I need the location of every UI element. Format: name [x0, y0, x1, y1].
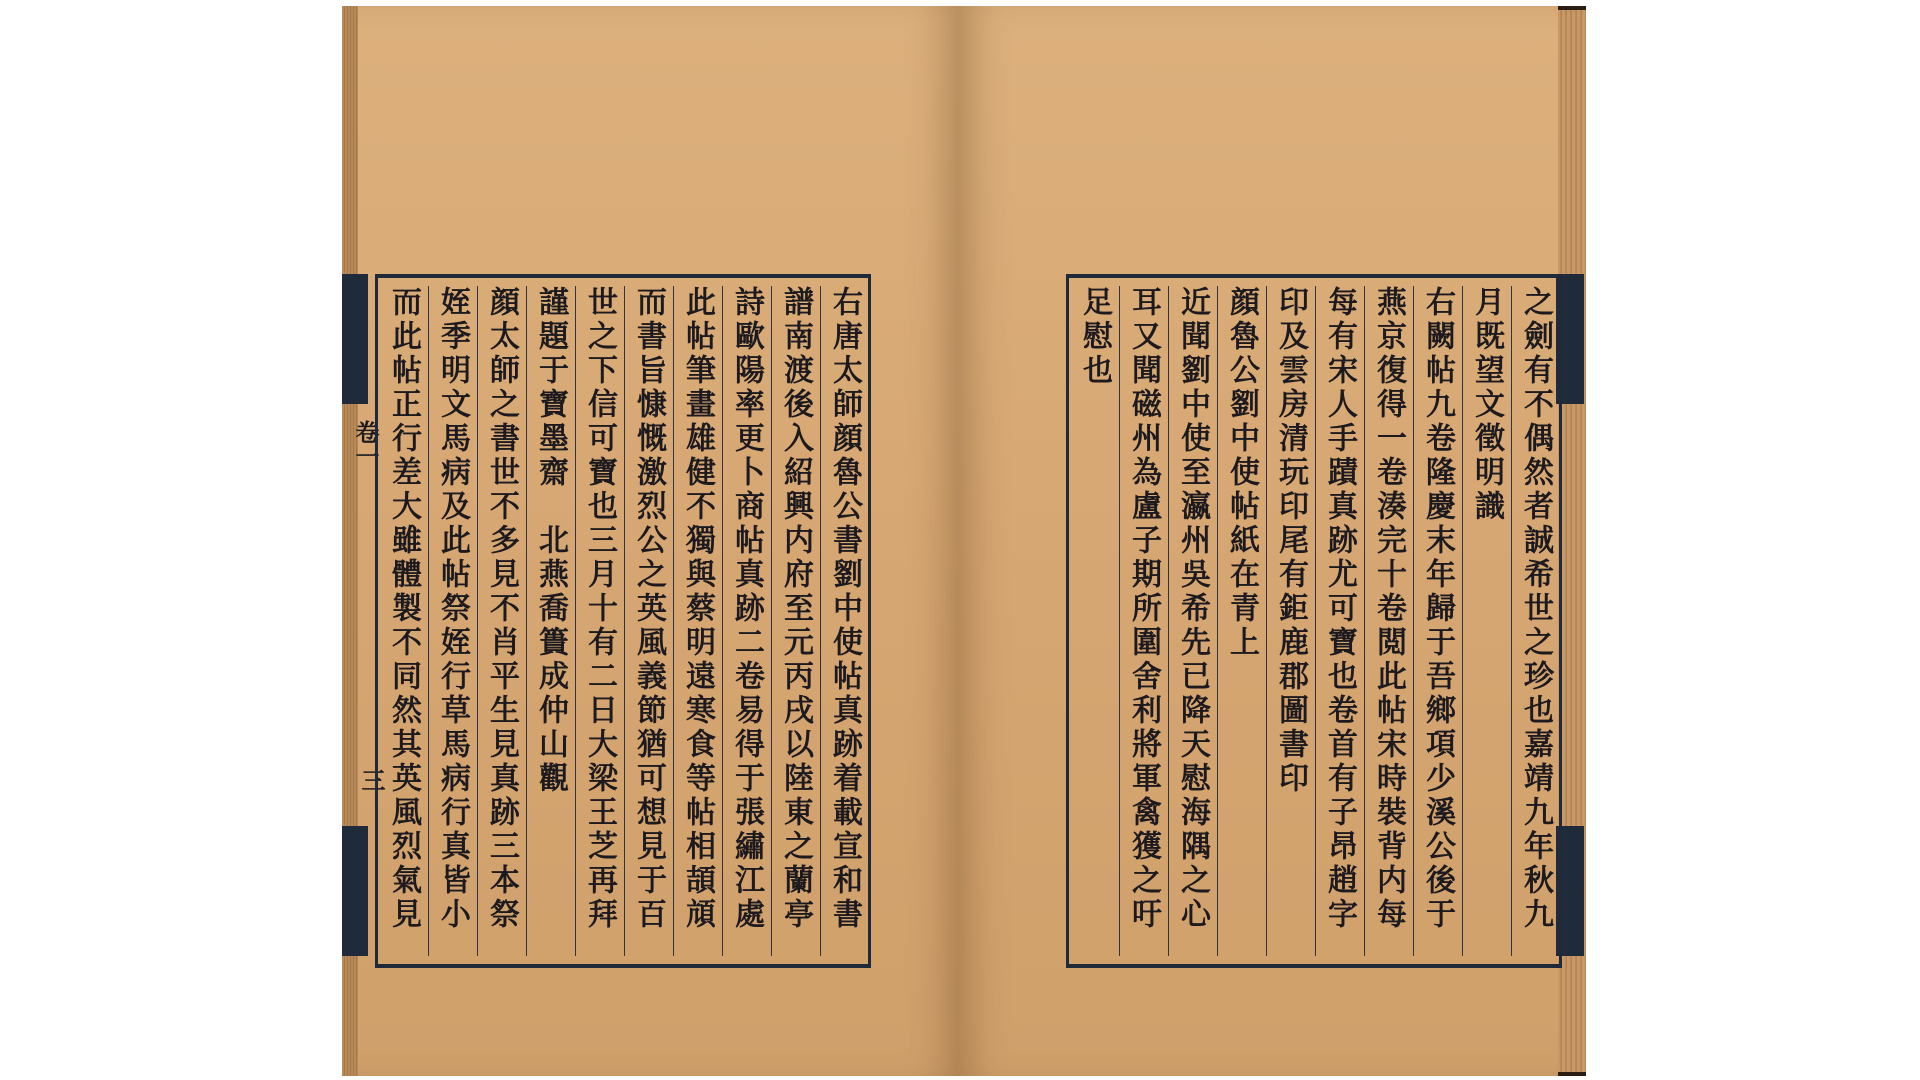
text-column: 詩歐陽率更卜商帖真跡二卷易得于張繡江處: [722, 286, 770, 956]
text-column: 月既望文徵明識: [1462, 286, 1510, 956]
text-column: 顔魯公劉中使帖紙在青上: [1217, 286, 1265, 956]
text-column: 而書旨慷慨激烈公之英風義節猶可想見于百: [624, 286, 672, 956]
text-column: 譜南渡後入紹興内府至元丙戌以陸東之蘭亭: [771, 286, 819, 956]
left-text-frame: [375, 274, 871, 968]
text-column: 右闕帖九卷隆慶末年歸于吾鄉項少溪公後于: [1413, 286, 1461, 956]
text-column: 耳又聞磁州為盧子期所圍舍利將軍禽獲之吁: [1119, 286, 1167, 956]
text-column: 印及雲房清玩印尾有鉅鹿郡圖書印: [1266, 286, 1314, 956]
text-column: 此帖筆畫雄健不獨與蔡明遠寒食等帖相頡頏: [673, 286, 721, 956]
text-column: 而此帖正行差大雖體製不同然其英風烈氣見: [386, 286, 421, 932]
text-column: 足慰也: [1077, 286, 1112, 388]
text-column: 每有宋人手蹟真跡尤可寶也卷首有子昂趙字: [1315, 286, 1363, 956]
text-column: 顔太師之書世不多見不肖平生見真跡三本祭: [477, 286, 525, 956]
volume-label: 卷一: [351, 420, 380, 468]
text-column: 之劍有不偶然者誠希世之珍也嘉靖九年秋九: [1511, 286, 1559, 956]
text-column: 姪季明文馬病及此帖祭姪行草馬病行真皆小: [428, 286, 476, 956]
text-column: 近聞劉中使至瀛州吳希先已降天慰海隅之心: [1168, 286, 1216, 956]
text-column: 燕京復得一卷湊完十卷閲此帖宋時裝背内每: [1364, 286, 1412, 956]
text-column: 世之下信可寶也三月十有二日大梁王芝再拜: [575, 286, 623, 956]
text-column: 謹題于寶墨齋 北燕喬簣成仲山觀: [526, 286, 574, 956]
right-text-frame: [1066, 274, 1562, 968]
left-binding-tab-top: [342, 274, 368, 404]
page-number: 三: [357, 768, 386, 792]
left-binding-tab-bottom: [342, 826, 368, 956]
text-column: 右唐太師顔魯公書劉中使帖真跡着載宣和書: [820, 286, 868, 956]
